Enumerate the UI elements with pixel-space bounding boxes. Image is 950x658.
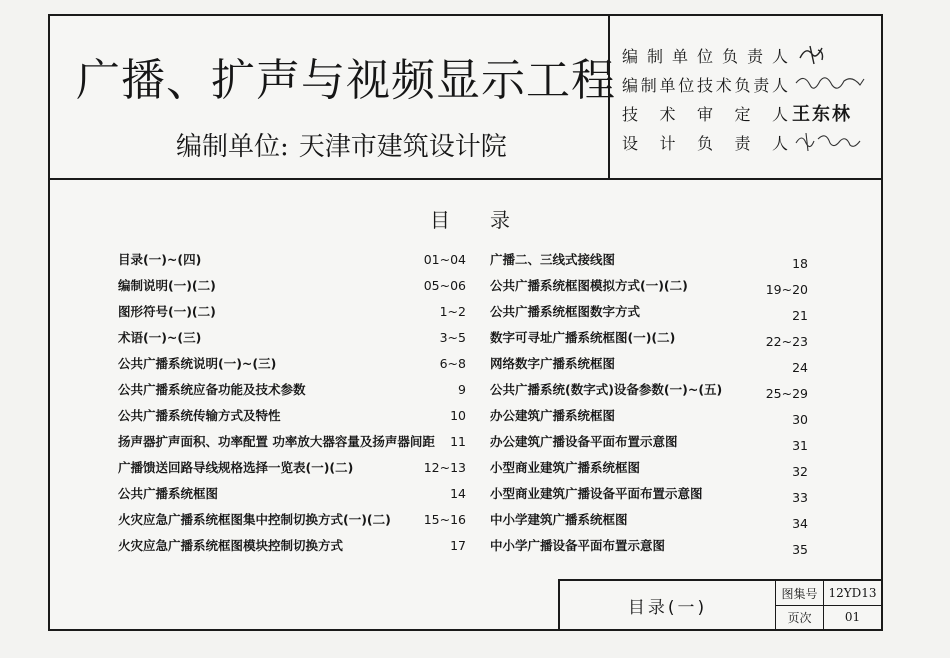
toc-entry-page: 24 <box>792 360 808 375</box>
toc-entry[interactable] <box>490 298 808 324</box>
toc-entry-page: 33 <box>792 490 808 505</box>
toc-entry-page: 21 <box>792 308 808 323</box>
toc-entry-title: 公共广播系统传输方式及特性 <box>118 408 281 423</box>
signatory-role: 编制单位负责人 <box>622 47 788 66</box>
toc-entry-title: 广播二、三线式接线图 <box>490 252 616 267</box>
toc-entry[interactable] <box>490 324 808 350</box>
toc-entry-title: 火灾应急广播系统框图集中控制切换方式(一)(二) <box>118 512 391 527</box>
toc-entry[interactable] <box>490 402 808 428</box>
toc-entry-page: 25~29 <box>765 386 808 401</box>
signatory-role: 编制单位技术负责人 <box>622 76 788 95</box>
signatory-block <box>622 40 877 156</box>
toc-entry[interactable] <box>490 376 808 402</box>
toc-entry-title: 图形符号(一)(二) <box>118 304 216 319</box>
toc-entry[interactable] <box>490 454 808 480</box>
toc-entry-page: 10 <box>450 408 466 423</box>
toc-entry[interactable] <box>118 428 466 454</box>
toc-entry-title: 编制说明(一)(二) <box>118 278 216 293</box>
toc-entry[interactable] <box>490 480 808 506</box>
title-block <box>558 579 881 629</box>
handwritten-signature <box>792 127 872 155</box>
signatory-row <box>622 69 877 98</box>
handwritten-signature <box>792 98 872 126</box>
toc-entry[interactable] <box>118 506 466 532</box>
toc-entry-page: 34 <box>792 516 808 531</box>
page-number-label: 页次 <box>776 605 824 629</box>
toc-entry[interactable] <box>490 350 808 376</box>
toc-entry-title: 小型商业建筑广播设备平面布置示意图 <box>490 486 703 501</box>
toc-entry-title: 中小学建筑广播系统框图 <box>490 512 628 527</box>
toc-entry[interactable] <box>118 532 466 558</box>
signatory-row <box>622 40 877 69</box>
toc-entry[interactable] <box>490 506 808 532</box>
sheet-title: 目录(一) <box>560 581 776 629</box>
toc-entry-title: 办公建筑广播系统框图 <box>490 408 616 423</box>
toc-entry-page: 35 <box>792 542 808 557</box>
toc-entry-page: 14 <box>450 486 466 501</box>
toc-entry-title: 数字可寻址广播系统框图(一)(二) <box>490 330 676 345</box>
toc-entry[interactable] <box>490 246 808 272</box>
toc-entry-page: 01~04 <box>423 252 466 267</box>
toc-entry-title: 公共广播系统说明(一)~(三) <box>118 356 277 371</box>
toc-left-column <box>118 246 466 558</box>
atlas-number-label: 图集号 <box>776 581 824 605</box>
handwritten-signature <box>792 40 872 68</box>
signatory-row <box>622 127 877 156</box>
toc-entry-title: 扬声器扩声面积、功率配置 功率放大器容量及扬声器间距 <box>118 434 435 449</box>
toc-entry-title: 公共广播系统(数字式)设备参数(一)~(五) <box>490 382 723 397</box>
atlas-number: 12YD13 <box>828 586 877 600</box>
toc-entry[interactable] <box>490 272 808 298</box>
toc-entry-page: 22~23 <box>765 334 808 349</box>
toc-entry[interactable] <box>118 272 466 298</box>
toc-entry[interactable] <box>118 454 466 480</box>
toc-entry[interactable] <box>118 480 466 506</box>
page-number-row <box>776 605 881 629</box>
toc-entry-title: 广播馈送回路导线规格选择一览表(一)(二) <box>118 460 354 475</box>
toc-entry-page: 30 <box>792 412 808 427</box>
toc-entry-page: 11 <box>450 434 466 449</box>
toc-entry[interactable] <box>118 376 466 402</box>
toc-entry-title: 公共广播系统框图模拟方式(一)(二) <box>490 278 688 293</box>
org-label: 编制单位: <box>176 132 289 162</box>
toc-entry-page: 1~2 <box>439 304 466 319</box>
toc-entry-page: 6~8 <box>439 356 466 371</box>
toc-heading: 目录 <box>430 208 550 232</box>
toc-entry-page: 19~20 <box>765 282 808 297</box>
toc-right-column <box>490 246 808 558</box>
toc-entry-title: 公共广播系统应备功能及技术参数 <box>118 382 306 397</box>
toc-entry[interactable] <box>118 324 466 350</box>
toc-entry[interactable] <box>490 428 808 454</box>
toc-entry[interactable] <box>118 298 466 324</box>
signatory-role: 设计负责人 <box>622 134 788 153</box>
header-divider <box>50 178 881 180</box>
toc-entry-title: 术语(一)~(三) <box>118 330 202 345</box>
toc-entry[interactable] <box>118 402 466 428</box>
toc-entry-title: 中小学广播设备平面布置示意图 <box>490 538 666 553</box>
page-number: 01 <box>844 610 861 624</box>
toc-entry-title: 网络数字广播系统框图 <box>490 356 616 371</box>
toc-entry-page: 3~5 <box>439 330 466 345</box>
toc-entry-page: 17 <box>450 538 466 553</box>
atlas-title: 广播、扩声与视频显示工程 <box>76 55 616 106</box>
toc-entry-page: 18 <box>792 256 808 271</box>
signature-name: 王东林 <box>792 104 852 125</box>
toc-entry-page: 9 <box>458 382 466 397</box>
drawing-sheet <box>48 14 883 631</box>
compiling-organization <box>176 126 507 163</box>
header-divider-vertical <box>608 16 610 178</box>
toc-entry-page: 15~16 <box>423 512 466 527</box>
toc-entry-title: 公共广播系统框图 <box>118 486 219 501</box>
handwritten-signature <box>792 69 872 97</box>
toc-entry-title: 目录(一)~(四) <box>118 252 202 267</box>
toc-entry[interactable] <box>118 350 466 376</box>
atlas-number-row <box>776 581 881 606</box>
signatory-role: 技术审定人 <box>622 105 788 124</box>
toc-entry-title: 小型商业建筑广播系统框图 <box>490 460 641 475</box>
toc-entry-title: 火灾应急广播系统框图模块控制切换方式 <box>118 538 344 553</box>
toc-entry-page: 05~06 <box>423 278 466 293</box>
toc-entry-page: 12~13 <box>423 460 466 475</box>
signatory-row <box>622 98 877 127</box>
toc-entry[interactable] <box>118 246 466 272</box>
toc-entry-page: 32 <box>792 464 808 479</box>
toc-entry[interactable] <box>490 532 808 558</box>
toc-entry-title: 公共广播系统框图数字方式 <box>490 304 641 319</box>
toc-entry-title: 办公建筑广播设备平面布置示意图 <box>490 434 678 449</box>
toc-entry-page: 31 <box>792 438 808 453</box>
org-name: 天津市建筑设计院 <box>298 132 507 162</box>
